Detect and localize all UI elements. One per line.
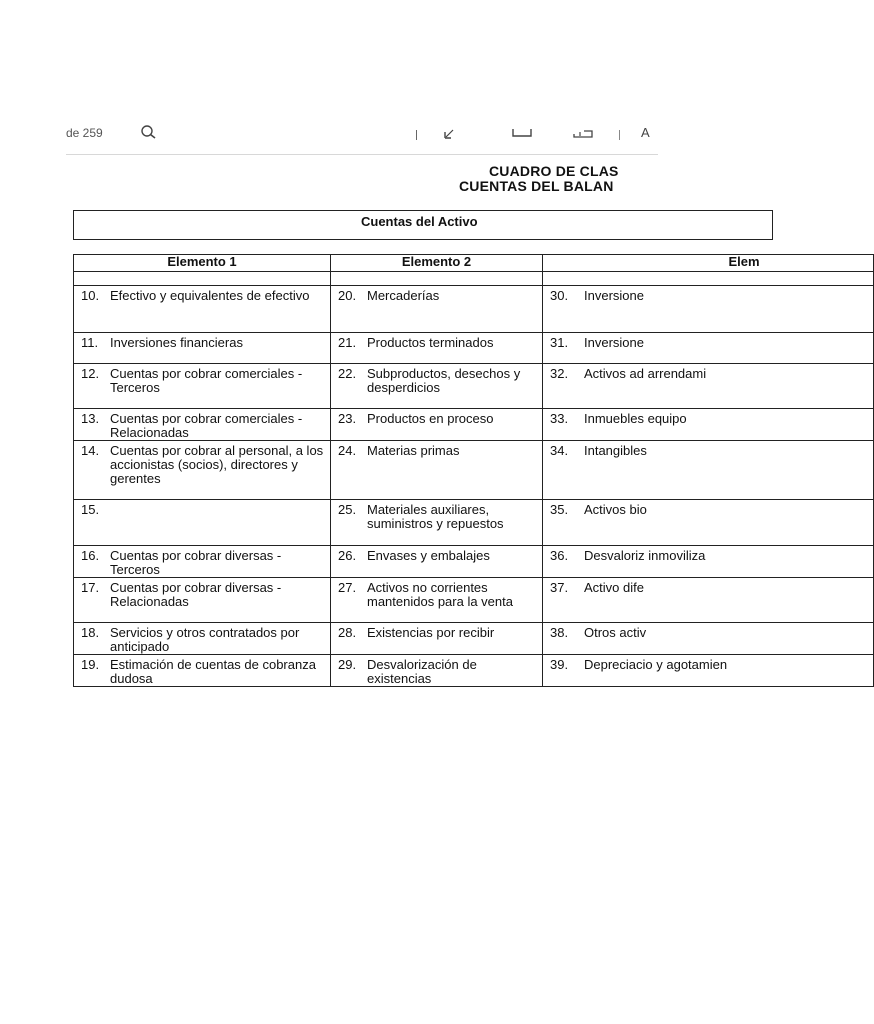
account-name: Desvaloriz inmoviliza <box>584 548 706 563</box>
account-cell <box>74 546 331 578</box>
account-entry <box>74 333 330 350</box>
account-name: Cuentas por cobrar comerciales - Terceros <box>110 366 303 395</box>
column-header-elemento-3-label: Elem <box>728 254 760 269</box>
account-name: Materias primas <box>367 443 460 458</box>
account-number: 20. <box>338 288 357 303</box>
account-number: 38. <box>550 625 569 640</box>
account-cell <box>331 333 543 364</box>
account-name: Inversione <box>584 335 644 350</box>
column-header-elemento-2: Elemento 2 <box>331 255 543 272</box>
table-row <box>74 578 874 623</box>
pdf-viewer <box>66 125 760 688</box>
account-name: Estimación de cuentas de cobranza dudosa <box>110 657 316 686</box>
toolbar-divider <box>416 130 417 140</box>
account-number: 34. <box>550 443 569 458</box>
account-name: Activos ad arrendami <box>584 366 707 381</box>
page-counter: de 259 <box>66 126 103 140</box>
account-cell <box>543 409 874 441</box>
account-cell <box>331 286 543 333</box>
account-number: 11. <box>81 335 99 350</box>
table-row <box>74 364 874 409</box>
account-cell <box>74 364 331 409</box>
account-cell <box>543 655 874 687</box>
table-row <box>74 500 874 546</box>
account-name: Subproductos, desechos y desperdicios <box>367 366 521 395</box>
rotate-icon[interactable] <box>442 128 456 142</box>
account-name: Depreciacio y agotamien <box>584 657 728 672</box>
account-cell <box>74 500 331 546</box>
account-name: Inversiones financieras <box>110 335 243 350</box>
account-name: Cuentas por cobrar diversas - Relacionadas <box>110 580 282 609</box>
account-cell <box>331 364 543 409</box>
account-entry <box>543 333 873 350</box>
account-number: 28. <box>338 625 357 640</box>
document-title <box>436 164 836 194</box>
account-entry <box>543 364 873 381</box>
account-entry <box>543 286 873 303</box>
account-cell <box>331 409 543 441</box>
account-entry <box>74 578 330 609</box>
account-number: 31. <box>550 335 569 350</box>
viewer-toolbar <box>66 125 658 155</box>
account-entry <box>331 655 542 686</box>
account-number: 27. <box>338 580 357 595</box>
account-number: 33. <box>550 411 569 426</box>
accounts-table <box>73 254 874 687</box>
account-cell <box>543 333 874 364</box>
account-cell <box>331 578 543 623</box>
account-entry <box>331 286 542 303</box>
account-name: Materiales auxiliares, suministros y repuestos <box>367 502 504 531</box>
account-number: 35. <box>550 502 569 517</box>
account-number: 24. <box>338 443 357 458</box>
account-cell <box>543 623 874 655</box>
account-entry <box>331 441 542 458</box>
account-number: 23. <box>338 411 357 426</box>
account-entry <box>74 546 330 577</box>
account-name: Productos en proceso <box>367 411 494 426</box>
account-name: Cuentas por cobrar al personal, a los accionistas (socios), directores y gerentes <box>110 443 324 486</box>
account-name: Activos bio <box>584 502 647 517</box>
account-number: 13. <box>81 411 100 426</box>
account-name: Desvalorización de existencias <box>367 657 477 686</box>
text-tool-button[interactable]: A <box>641 125 650 140</box>
account-number: 30. <box>550 288 569 303</box>
account-number: 12. <box>81 366 100 381</box>
account-cell <box>74 441 331 500</box>
account-name: Intangibles <box>584 443 647 458</box>
account-name: Inmuebles equipo <box>584 411 687 426</box>
account-number: 17. <box>81 580 100 595</box>
account-cell <box>74 286 331 333</box>
account-entry <box>74 623 330 654</box>
account-entry <box>74 364 330 395</box>
account-entry <box>74 441 330 486</box>
account-number: 18. <box>81 625 100 640</box>
account-number: 36. <box>550 548 569 563</box>
account-cell <box>543 578 874 623</box>
table-header-row <box>74 255 874 272</box>
account-entry <box>543 441 873 458</box>
two-page-icon[interactable] <box>572 128 594 140</box>
account-name: Mercaderías <box>367 288 440 303</box>
account-cell <box>331 441 543 500</box>
column-header-elemento-3 <box>543 255 874 272</box>
account-entry <box>331 546 542 563</box>
table-row <box>74 409 874 441</box>
account-cell <box>543 286 874 333</box>
account-cell <box>543 500 874 546</box>
account-number: 32. <box>550 366 569 381</box>
account-cell <box>543 441 874 500</box>
table-row <box>74 333 874 364</box>
account-name <box>110 503 328 517</box>
account-entry <box>331 623 542 640</box>
account-name: Cuentas por cobrar comerciales - Relacionadas <box>110 411 303 440</box>
account-number: 37. <box>550 580 569 595</box>
account-entry <box>543 409 873 426</box>
account-number: 29. <box>338 657 357 672</box>
account-cell <box>74 623 331 655</box>
account-entry <box>331 500 542 531</box>
page-view-icon[interactable] <box>512 128 532 140</box>
account-number: 14. <box>81 443 100 458</box>
account-cell <box>74 578 331 623</box>
table-row <box>74 623 874 655</box>
table-row <box>74 441 874 500</box>
account-number: 16. <box>81 548 100 563</box>
account-number: 39. <box>550 657 569 672</box>
account-cell <box>74 655 331 687</box>
title-line-2: CUENTAS DEL BALAN <box>459 178 614 194</box>
account-name: Productos terminados <box>367 335 494 350</box>
table-row <box>74 546 874 578</box>
account-number: 22. <box>338 366 357 381</box>
account-number: 26. <box>338 548 357 563</box>
account-name: Inversione <box>584 288 644 303</box>
account-name: Existencias por recibir <box>367 625 495 640</box>
account-entry <box>543 500 873 517</box>
account-number: 19. <box>81 657 100 672</box>
section-title: Cuentas del Activo <box>361 214 478 229</box>
account-entry <box>543 546 873 563</box>
account-entry <box>543 578 873 595</box>
toolbar-divider <box>619 130 620 140</box>
table-row <box>74 655 874 687</box>
account-entry <box>543 655 873 672</box>
account-entry <box>331 333 542 350</box>
account-name: Cuentas por cobrar diversas - Terceros <box>110 548 282 577</box>
account-entry <box>74 409 330 440</box>
account-name: Efectivo y equivalentes de efectivo <box>110 288 310 303</box>
account-name: Activos no corrientes mantenidos para la venta <box>367 580 513 609</box>
column-header-elemento-1: Elemento 1 <box>74 255 331 272</box>
account-entry <box>74 286 330 303</box>
account-number: 10. <box>81 288 100 303</box>
account-cell <box>331 500 543 546</box>
account-name: Envases y embalajes <box>367 548 490 563</box>
account-entry <box>331 364 542 395</box>
account-name: Servicios y otros contratados por anticipado <box>110 625 300 654</box>
account-entry <box>331 578 542 609</box>
table-row <box>74 286 874 333</box>
search-icon[interactable] <box>140 128 158 144</box>
account-number: 21. <box>338 335 357 350</box>
account-entry <box>74 500 330 517</box>
account-number: 25. <box>338 502 357 517</box>
account-entry <box>331 409 542 426</box>
account-cell <box>331 623 543 655</box>
account-name: Activo dife <box>584 580 644 595</box>
title-line-1: CUADRO DE CLAS <box>489 163 619 179</box>
account-cell <box>74 409 331 441</box>
account-cell <box>543 546 874 578</box>
table-spacer-row <box>74 272 874 286</box>
account-cell <box>543 364 874 409</box>
account-number: 15. <box>81 502 100 517</box>
account-name: Otros activ <box>584 625 647 640</box>
account-entry <box>74 655 330 686</box>
account-entry <box>543 623 873 640</box>
account-cell <box>331 655 543 687</box>
account-cell <box>331 546 543 578</box>
account-cell <box>74 333 331 364</box>
section-header-box <box>73 210 773 240</box>
